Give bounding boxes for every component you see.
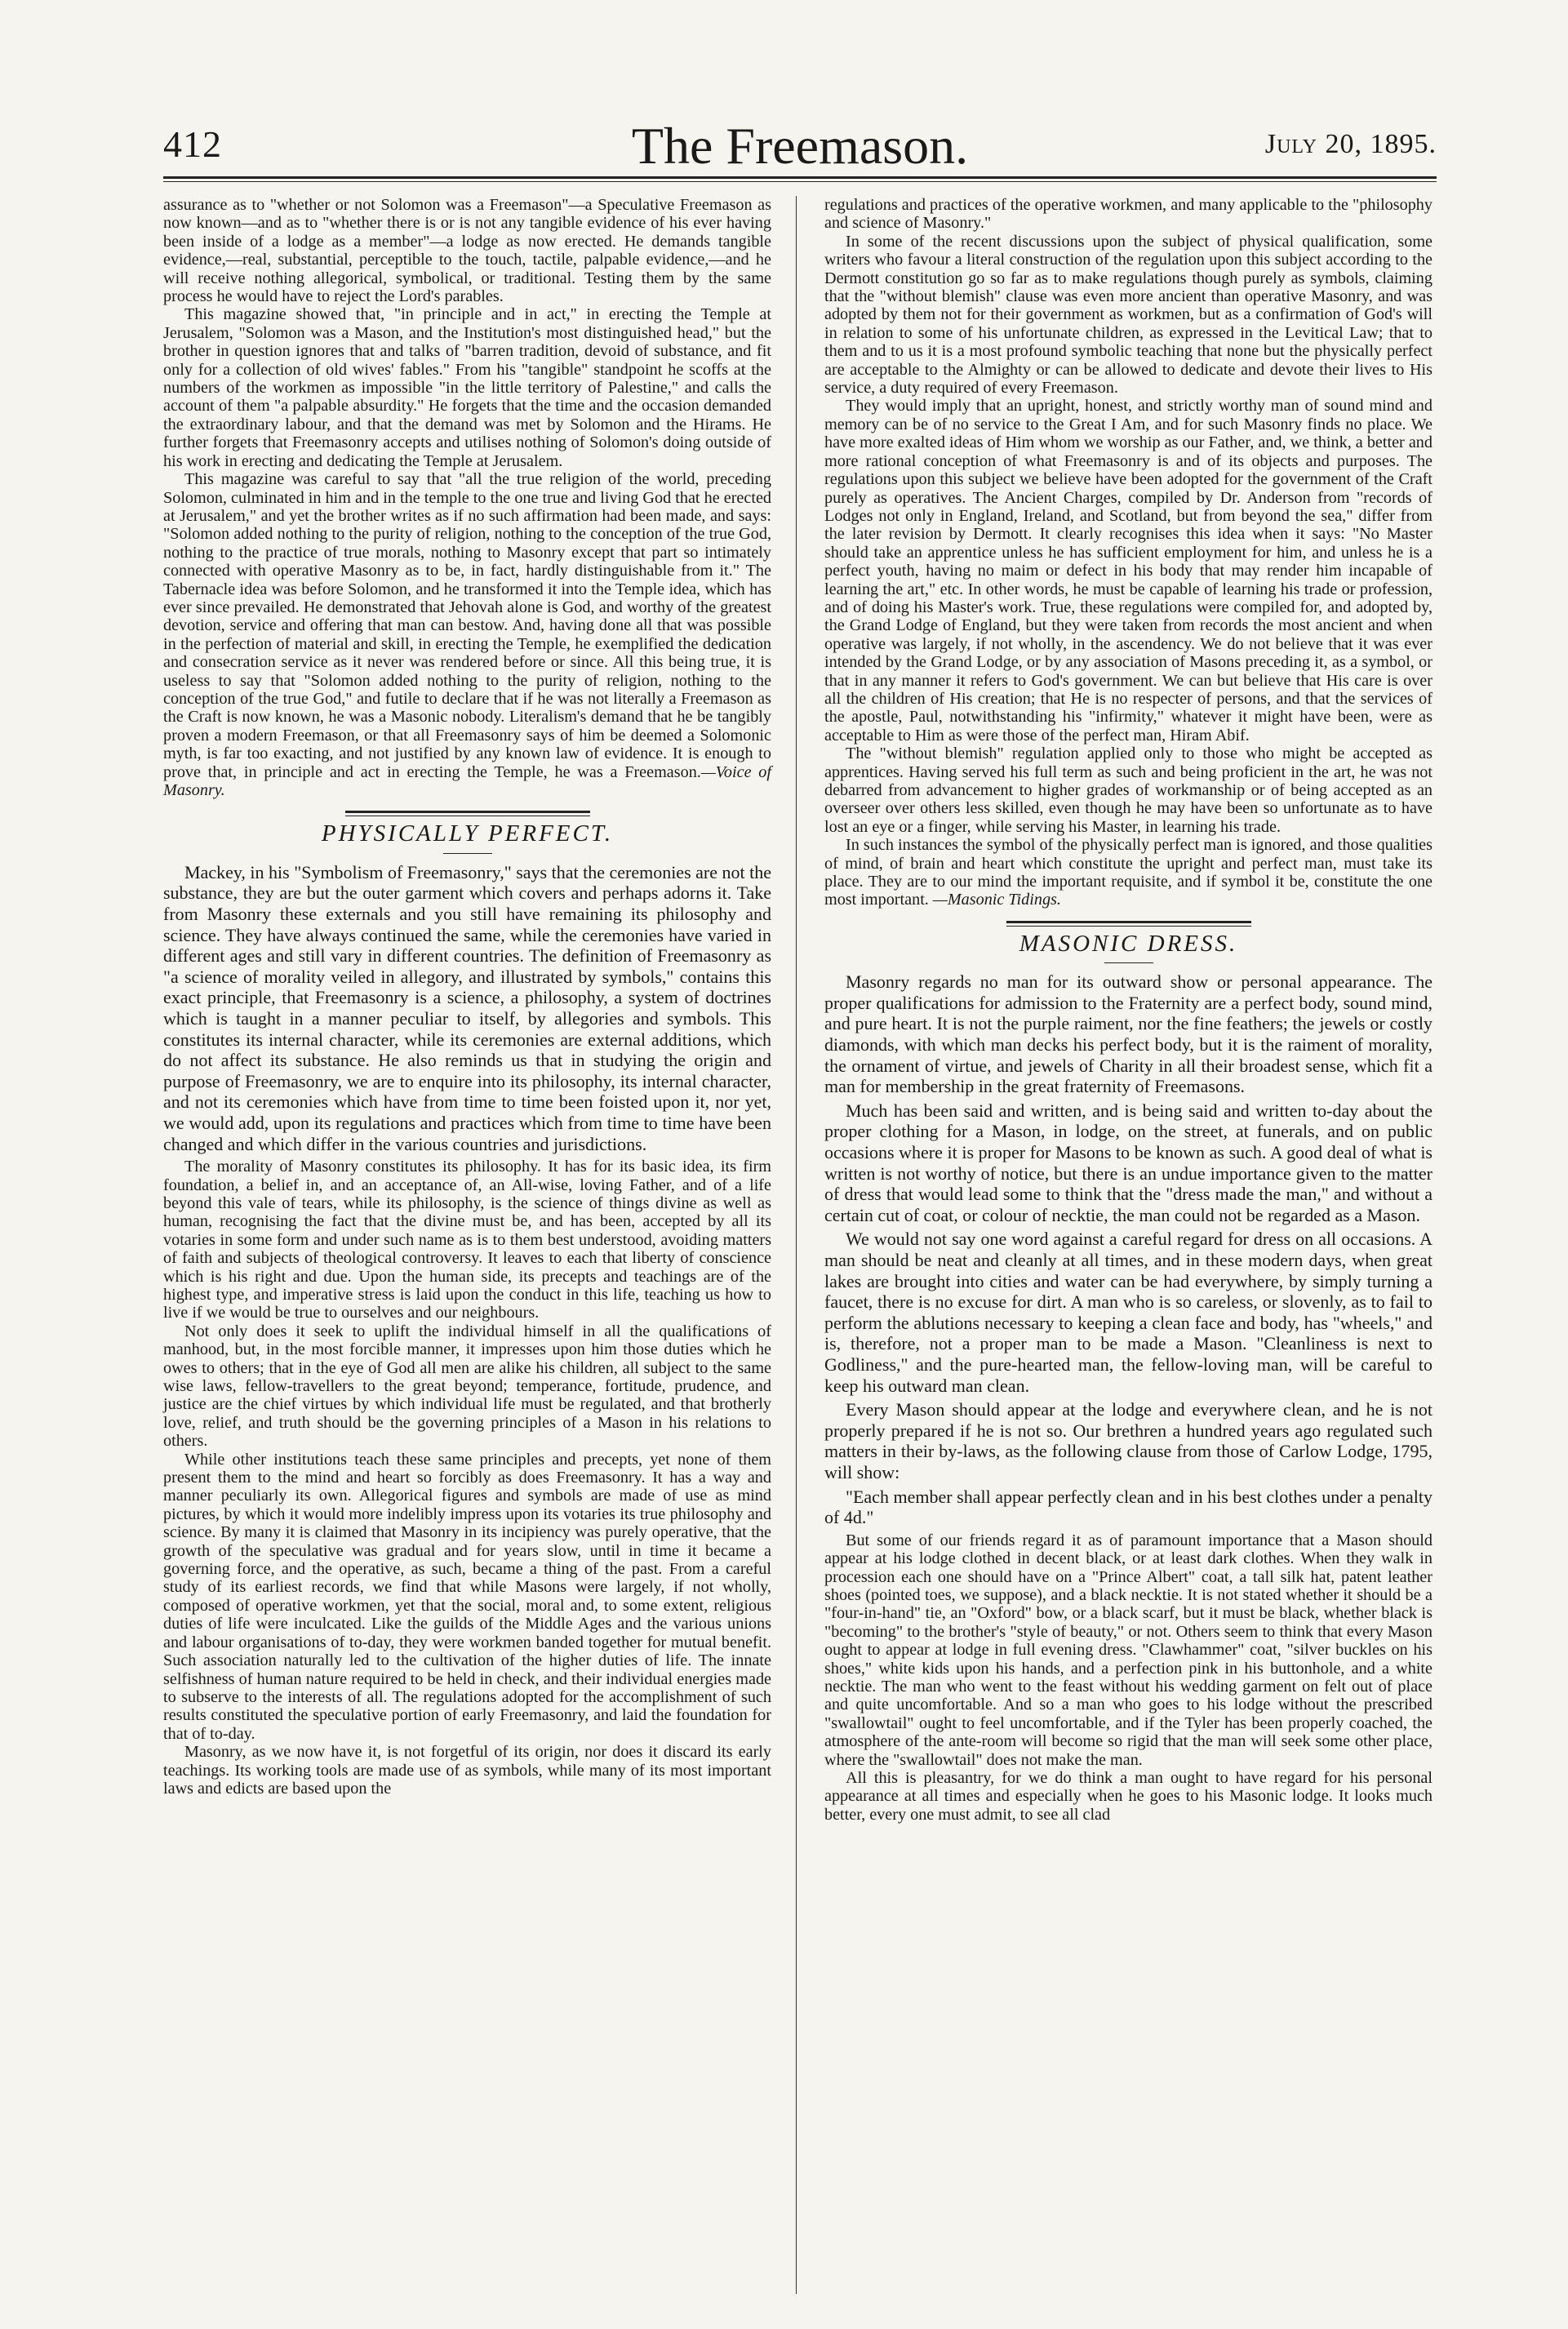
header-rule-thin [163, 181, 1437, 182]
article-paragraph: This magazine showed that, "in principle and in act," in erecting the Temple at Jerusalem, "Solomon was a Mason, and the Institution's most distinguished head," but the brother in question ignores that and talks of "barren tradition, devoid of substance, and fit only for a collection of old wives' fables." From his "tangible" standpoint he scoffs at the numbers of the workmen as impossible "in the little territory of Palestine," and calls the account of them "a palpable absurdity." He forgets that the time and the occasion demanded the extraordinary labour, and that the demand was met by Solomon and the Hirams. He further forgets that Freemasonry accepts and utilises nothing of Solomon's doing outside of his work in erecting and dedicating the Temple at Jerusalem. [163, 305, 771, 470]
header-rule [163, 176, 1437, 179]
newspaper-title: The Freemason. [631, 117, 969, 175]
article-paragraph: The "without blemish" regulation applied only to those who might be accepted as apprentices. Having served his full term as such and being proficient in the art, he was not debarred from advancement to higher grades of workmanship or of being accepted as an overseer over others less skilled, even though he may have been so unfortunate as to have lost an eye or a finger, while serving his Master, in learning his trade. [824, 744, 1433, 836]
section-heading-physically-perfect [163, 811, 771, 853]
bylaw-quote: "Each member shall appear perfectly clean and in his best clothes under a penalty of 4d." [824, 1486, 1433, 1528]
article-paragraph: Masonry regards no man for its outward show or personal appearance. The proper qualifications for admission to the Fraternity are a perfect body, sound mind, and pure heart. It is not the purple raiment, nor the fine feathers; the jewels or costly diamonds, with which man decks his perfect body, but it is the raiment of morality, the ornament of virtue, and jewels of Charity in all their broadest sense, which fit a man for membership in the great fraternity of Freemasons. [824, 971, 1433, 1097]
article-paragraph: Masonry, as we now have it, is not forgetful of its origin, nor does it discard its early teachings. Its working tools are made use of as symbols, while many of its most important laws and edicts are based upon the [163, 1743, 771, 1798]
section-heading-masonic-dress [824, 921, 1433, 963]
column-divider [796, 196, 797, 2294]
heading-rule [1006, 921, 1251, 927]
page-number: 412 [163, 123, 222, 165]
article-paragraph: But some of our friends regard it as of paramount importance that a Mason should appear at his lodge clothed in decent black, or at least dark clothes. When they walk in procession each one should have on a "Prince Albert" coat, a tall silk hat, patent leather shoes (pointed toes, we suppose), and a black necktie. It is not stated whether it should be a "four-in-hand" tie, an "Oxford" bow, or a black scarf, but it must be black, whether black is "becoming" to the brother's "style of beauty," or not. Others seem to think that every Mason ought to appear at lodge in full evening dress. "Clawhammer" coat, "silver buckles on his shoes," white kids upon his hands, and a perfection pink in his buttonhole, and a white necktie. The man who went to the feast without his wedding garment on felt out of place and quite uncomfortable. And so a man who goes to his lodge without the prescribed "swallowtail" ought to feel uncomfortable, and if the Tyler has been properly coached, the atmosphere of the ante-room will become so rigid that the man will seek some other place, where the "swallowtail" does not make the man. [824, 1531, 1433, 1769]
article-paragraph [824, 836, 1433, 909]
article-paragraph: regulations and practices of the operative workmen, and many applicable to the "philosophy and science of Masonry." [824, 196, 1433, 233]
article-paragraph: They would imply that an upright, honest, and strictly worthy man of sound mind and memory can be of no service to the Great I Am, and for such Masonry finds no place. We have more exalted ideas of Him whom we worship as our Father, and, we think, a better and more rational conception of what Freemasonry is and of its objects and purposes. The regulations upon this subject we believe have been adopted for the government of the Craft purely as operatives. The Ancient Charges, compiled by Dr. Anderson from "records of Lodges not only in England, Ireland, and Scotland, but from beyond the sea," differ from the later revision by Dermott. It clearly recognises this idea when it says: "No Master should take an apprentice unless he has sufficient employment for him, and unless he is a perfect youth, having no maim or defect in his body that may render him incapable of learning the art," etc. In other words, he must be capable of learning his trade or profession, and of doing his Master's work. True, these regulations were compiled for, and adopted by, the Grand Lodge of England, but they were taken from records the most ancient and when operative was largely, if not wholly, in the ascendency. We do not believe that it was ever intended by the Grand Lodge, or by any association of Masons preceding it, as a symbol, or that in any manner it refers to God's government. We can but believe that His care is over all the children of His creation; that He is no respecter of persons, and that the services of the apostle, Paul, notwithstanding his "infirmity," whatever it might have been, were as acceptable to Him as were those of the perfect man, Hiram Abif. [824, 397, 1433, 744]
article-paragraph: The morality of Masonry constitutes its philosophy. It has for its basic idea, its firm foundation, a belief in, and an acceptance of, an All-wise, loving Father, and of a life beyond this vale of tears, while its philosophy, is the science of things divine as well as human, recognising the fact that the divine must be, and has been, accepted by all its votaries in some form and under such name as is to them best understood, avoiding matters of faith and subjects of theological controversy. It leaves to each that liberty of conscience which is his right and due. Upon the human side, its precepts and teachings are of the highest type, and imperative stress is laid upon the conduct in this life, teaching us how to live if we would be true to ourselves and our neighbours. [163, 1158, 771, 1322]
heading-rule [345, 811, 590, 816]
article-paragraph: Not only does it seek to uplift the individual himself in all the qualifications of manhood, but, in the most forcible manner, it impresses upon him those duties which he owes to others; that in the eye of God all men are alike his children, all subject to the same wise laws, fellow-travellers to the great beyond; temperance, fortitude, prudence, and justice are the chief virtues by which individual life must be regulated, and that brotherly love, relief, and truth should be the governing principles of a Mason in his relations to others. [163, 1322, 771, 1451]
section-title: PHYSICALLY PERFECT. [321, 820, 614, 847]
heading-rule-short [443, 853, 492, 854]
article-paragraph-text: In such instances the symbol of the physically perfect man is ignored, and those qualities of mind, of brain and heart which constitute the upright and perfect man, must take its place. They are to our mind the important requisite, and if symbol it be, constitute the one most important. [824, 836, 1433, 909]
article-paragraph: In some of the recent discussions upon the subject of physical qualification, some writers who favour a literal construction of the regulation upon this subject according to the Dermott constitution go so far as to make regulations though purely as symbols, claiming that the "without blemish" clause was even more ancient than operative Masonry, and was adopted by them not for their government as workmen, but as a confirmation of God's will in relation to some of his unfortunate children, as expressed in the Levitical Law; that to them and to us it is a most profound symbolic teaching that none but the physically perfect are acceptable to the Almighty or can be allowed to dedicate and devote their lives to His service, a duty required of every Freemason. [824, 232, 1433, 398]
left-column [163, 196, 771, 1798]
right-column [824, 196, 1433, 1824]
article-paragraph: We would not say one word against a careful regard for dress on all occasions. A man should be neat and cleanly at all times, and in these modern days, when great lakes are brought into cities and water can be had everywhere, by simply turning a faucet, there is no excuse for dirt. A man who is so careless, or slovenly, as to fail to perform the ablutions necessary to keeping a clean face and body, has "wheels," and is, therefore, not a proper man to be made a Mason. "Cleanliness is next to Godliness," and the pure-hearted man, the fellow-loving man, will be careful to keep his outward man clean. [824, 1229, 1433, 1396]
section-title: MASONIC DRESS. [1019, 930, 1238, 957]
article-paragraph: All this is pleasantry, for we do think a man ought to have regard for his personal appearance at all times and especially when he goes to his Masonic lodge. It looks much better, every one must admit, to see all clad [824, 1768, 1433, 1824]
masthead [163, 117, 1437, 175]
heading-rule-short [1104, 962, 1153, 963]
article-paragraph: Mackey, in his "Symbolism of Freemasonry," says that the ceremonies are not the substance, they are but the outer garment which covers and perhaps adorns it. Take from Masonry these externals and you still have remaining its philosophy and science. They have always continued the same, while the ceremonies have varied in different ages and still vary in different countries. The definition of Freemasonry as "a science of morality veiled in allegory, and illustrated by symbols," contains this exact principle, that Freemasonry is a science, a philosophy, a system of doctrines which is taught in a manner peculiar to itself, by allegories and symbols. This constitutes its internal character, while its ceremonies are external additions, which do not affect its substance. He also reminds us that in studying the origin and purpose of Freemasonry, we are to enquire into its philosophy, its internal character, and not its ceremonies which have from time to time been foisted upon it, nor yet, we would add, upon its regulations and practices which from time to time have been changed and which differ in the various countries and jurisdictions. [163, 861, 771, 1154]
issue-date: July 20, 1895. [1264, 129, 1437, 159]
article-body-large [163, 862, 771, 1154]
article-body-large [824, 971, 1433, 1527]
article-paragraph: Every Mason should appear at the lodge and everywhere clean, and he is not properly prepared if he is not so. Our brethren a hundred years ago regulated such matters in their by-laws, as the following clause from those of Carlow Lodge, 1795, will show: [824, 1399, 1433, 1482]
article-paragraph-text: This magazine was careful to say that "all the true religion of the world, preceding Solomon, culminated in him and in the temple to the one true and living God that he erected at Jerusalem," and yet the brother writes as if no such affirmation had been made, and says: "Solomon added nothing to the purity of religion, nothing to the conception of the true God, nothing to the practice of true morals, nothing to Masonry except that part so intimately connected with operative Masonry as to be, in fact, hardly distinguishable from it." The Tabernacle idea was before Solomon, and he transformed it into the Temple idea, which has ever since prevailed. He demonstrated that Jehovah alone is God, and worthy of the greatest devotion, service and offering that man can bestow. And, having done all that was possible in the perfection of material and skill, in erecting the Temple, he exemplified the dedication and consecration service as it never was rendered before or since. All this being true, it is useless to say that "Solomon added nothing to the purity of religion, nothing to the conception of the true God," and futile to declare that if he was not literally a Freemason as the Craft is now known, he was a Masonic nobody. Literalism's demand that he be tangibly proven a modern Freemason, or that all Freemasonry says of him be deemed a Solomonic myth, is far too exacting, and not justified by any known law of evidence. It is enough to prove that, in principle and act in erecting the Temple, he was a Freemason. [163, 470, 771, 781]
article-credit: —Masonic Tidings. [932, 891, 1061, 909]
article-credit: —Voice of Masonry. [163, 762, 772, 799]
article-paragraph: assurance as to "whether or not Solomon was a Freemason"—a Speculative Freemason as now known—and as to "whether there is or is not any tangible evidence of his ever having been inside of a lodge as a member"—a lodge as now erected. He demands tangible evidence,—real, substantial, perceptible to the touch, tactile, palpable evidence,—and he will receive nothing allegorical, symbolical, or traditional. Testing them by the same process he would have to reject the Lord's parables. [163, 196, 771, 306]
article-paragraph: While other institutions teach these same principles and precepts, yet none of them present them to the mind and heart so forcibly as does Freemasonry. It has a way and manner peculiarly its own. Allegorical figures and symbols are made of use as mind pictures, by which it would more indelibly impress upon its votaries its true philosophy and science. By many it is claimed that Masonry in its incipiency was purely operative, that the growth of the speculative was gradual and for years slow, until in time it became a governing force, and the operative, as such, became a thing of the past. From a careful study of its earliest records, we find that while Masons were largely, if not wholly, composed of operative workmen, yet that the social, moral and, to some extent, religious duties of life were inculcated. Like the guilds of the Middle Ages and the various unions and labour organisations of to-day, they were workmen banded together for mutual benefit. Such association naturally led to the cultivation of the higher duties of life. The innate selfishness of human nature required to be held in check, and their individual energies made to subserve to the interests of all. The regulations adopted for the accomplishment of such results constituted the speculative portion of early Freemasonry, and laid the foundation for that of to-day. [163, 1450, 771, 1743]
article-paragraph [163, 470, 771, 799]
article-paragraph: Much has been said and written, and is being said and written to-day about the proper clothing for a Mason, in lodge, on the street, at funerals, and on public occasions where it is proper for Masons to be known as such. A good deal of what is written is not worthy of notice, but there is an undue importance given to the matter of dress that would lead some to think that the "dress made the man," and without a certain cut of coat, or colour of necktie, the man could not be regarded as a Mason. [824, 1100, 1433, 1225]
